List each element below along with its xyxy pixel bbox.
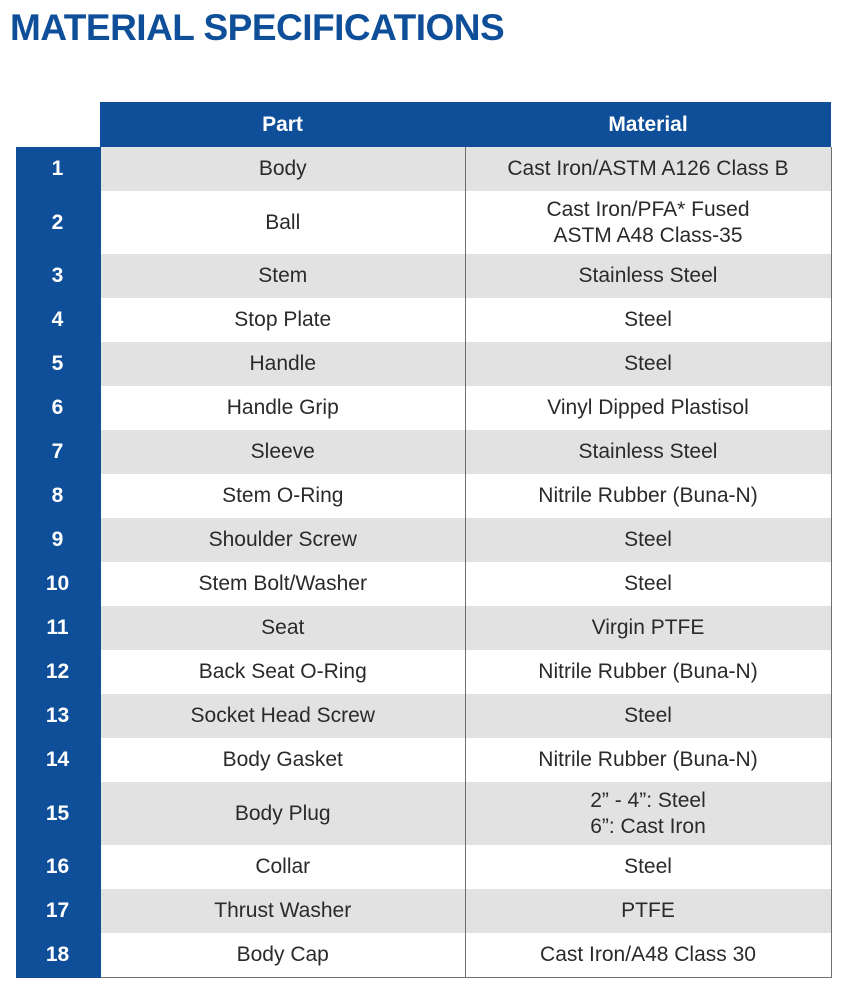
part-name: Ball [100, 191, 465, 254]
material-text: ASTM A48 Class-35 [553, 223, 743, 247]
material-cell [465, 650, 831, 694]
item-number: 8 [16, 474, 100, 518]
item-number: 15 [16, 782, 100, 845]
table-header-row [16, 102, 831, 147]
material-text: Nitrile Rubber (Buna-N) [538, 484, 758, 507]
item-number: 17 [16, 889, 100, 933]
part-name: Body [100, 147, 465, 191]
page-title: MATERIAL SPECIFICATIONS [10, 7, 505, 48]
material-cell [465, 518, 831, 562]
part-name: Body Cap [100, 933, 465, 978]
material-cell [465, 782, 831, 845]
material-cell [465, 386, 831, 430]
table-row [16, 342, 831, 386]
material-text: Steel [624, 855, 672, 878]
table-row [16, 518, 831, 562]
part-name: Socket Head Screw [100, 694, 465, 738]
part-name: Stem O-Ring [100, 474, 465, 518]
table-row [16, 694, 831, 738]
part-name: Handle Grip [100, 386, 465, 430]
item-number: 10 [16, 562, 100, 606]
table-row [16, 562, 831, 606]
part-name: Body Plug [100, 782, 465, 845]
material-cell [465, 474, 831, 518]
part-name: Stop Plate [100, 298, 465, 342]
material-text: Vinyl Dipped Plastisol [547, 396, 749, 419]
part-name: Stem [100, 254, 465, 298]
table-row [16, 606, 831, 650]
material-text: Cast Iron/A48 Class 30 [540, 943, 756, 966]
material-cell [465, 738, 831, 782]
material-cell [465, 430, 831, 474]
material-cell [465, 694, 831, 738]
material-text: Nitrile Rubber (Buna-N) [538, 748, 758, 771]
item-number: 7 [16, 430, 100, 474]
item-number: 5 [16, 342, 100, 386]
material-text: Steel [624, 528, 672, 551]
table-row [16, 738, 831, 782]
header-part: Part [100, 102, 465, 147]
part-name: Back Seat O-Ring [100, 650, 465, 694]
table-row [16, 782, 831, 845]
material-cell [465, 147, 831, 191]
material-text: PTFE [621, 899, 675, 922]
material-text: Steel [624, 352, 672, 375]
item-number: 14 [16, 738, 100, 782]
material-text: 2” - 4”: Steel [590, 788, 706, 812]
table-row [16, 845, 831, 889]
material-cell [465, 933, 831, 978]
item-number: 12 [16, 650, 100, 694]
table-row [16, 191, 831, 254]
material-text: Stainless Steel [578, 264, 718, 287]
table-row [16, 147, 831, 191]
material-text: Steel [624, 572, 672, 595]
material-cell [465, 298, 831, 342]
part-name: Seat [100, 606, 465, 650]
table-body [16, 147, 831, 978]
material-cell [465, 254, 831, 298]
material-text: Cast Iron/ASTM A126 Class B [507, 157, 789, 180]
item-number: 6 [16, 386, 100, 430]
part-name: Thrust Washer [100, 889, 465, 933]
table-row [16, 474, 831, 518]
item-number: 1 [16, 147, 100, 191]
table-row [16, 386, 831, 430]
material-cell [465, 191, 831, 254]
header-material: Material [465, 102, 831, 147]
material-cell [465, 606, 831, 650]
item-number: 18 [16, 933, 100, 978]
item-number: 16 [16, 845, 100, 889]
part-name: Stem Bolt/Washer [100, 562, 465, 606]
table-row [16, 650, 831, 694]
part-name: Collar [100, 845, 465, 889]
material-text: 6”: Cast Iron [590, 814, 706, 838]
part-name: Sleeve [100, 430, 465, 474]
material-text: Stainless Steel [578, 440, 718, 463]
material-text: Cast Iron/PFA* Fused [546, 197, 750, 221]
item-number: 11 [16, 606, 100, 650]
item-number: 13 [16, 694, 100, 738]
table-row [16, 298, 831, 342]
part-name: Handle [100, 342, 465, 386]
item-number: 2 [16, 191, 100, 254]
table-row [16, 430, 831, 474]
item-number: 3 [16, 254, 100, 298]
header-corner [16, 102, 100, 147]
material-cell [465, 889, 831, 933]
material-text: Steel [624, 308, 672, 331]
material-cell [465, 562, 831, 606]
material-text: Nitrile Rubber (Buna-N) [538, 660, 758, 683]
part-name: Shoulder Screw [100, 518, 465, 562]
table-row [16, 254, 831, 298]
item-number: 9 [16, 518, 100, 562]
part-name: Body Gasket [100, 738, 465, 782]
material-cell [465, 845, 831, 889]
table-row [16, 889, 831, 933]
table-row [16, 933, 831, 978]
material-spec-table [16, 102, 832, 978]
material-cell [465, 342, 831, 386]
material-text: Virgin PTFE [591, 616, 705, 639]
item-number: 4 [16, 298, 100, 342]
material-text: Steel [624, 704, 672, 727]
